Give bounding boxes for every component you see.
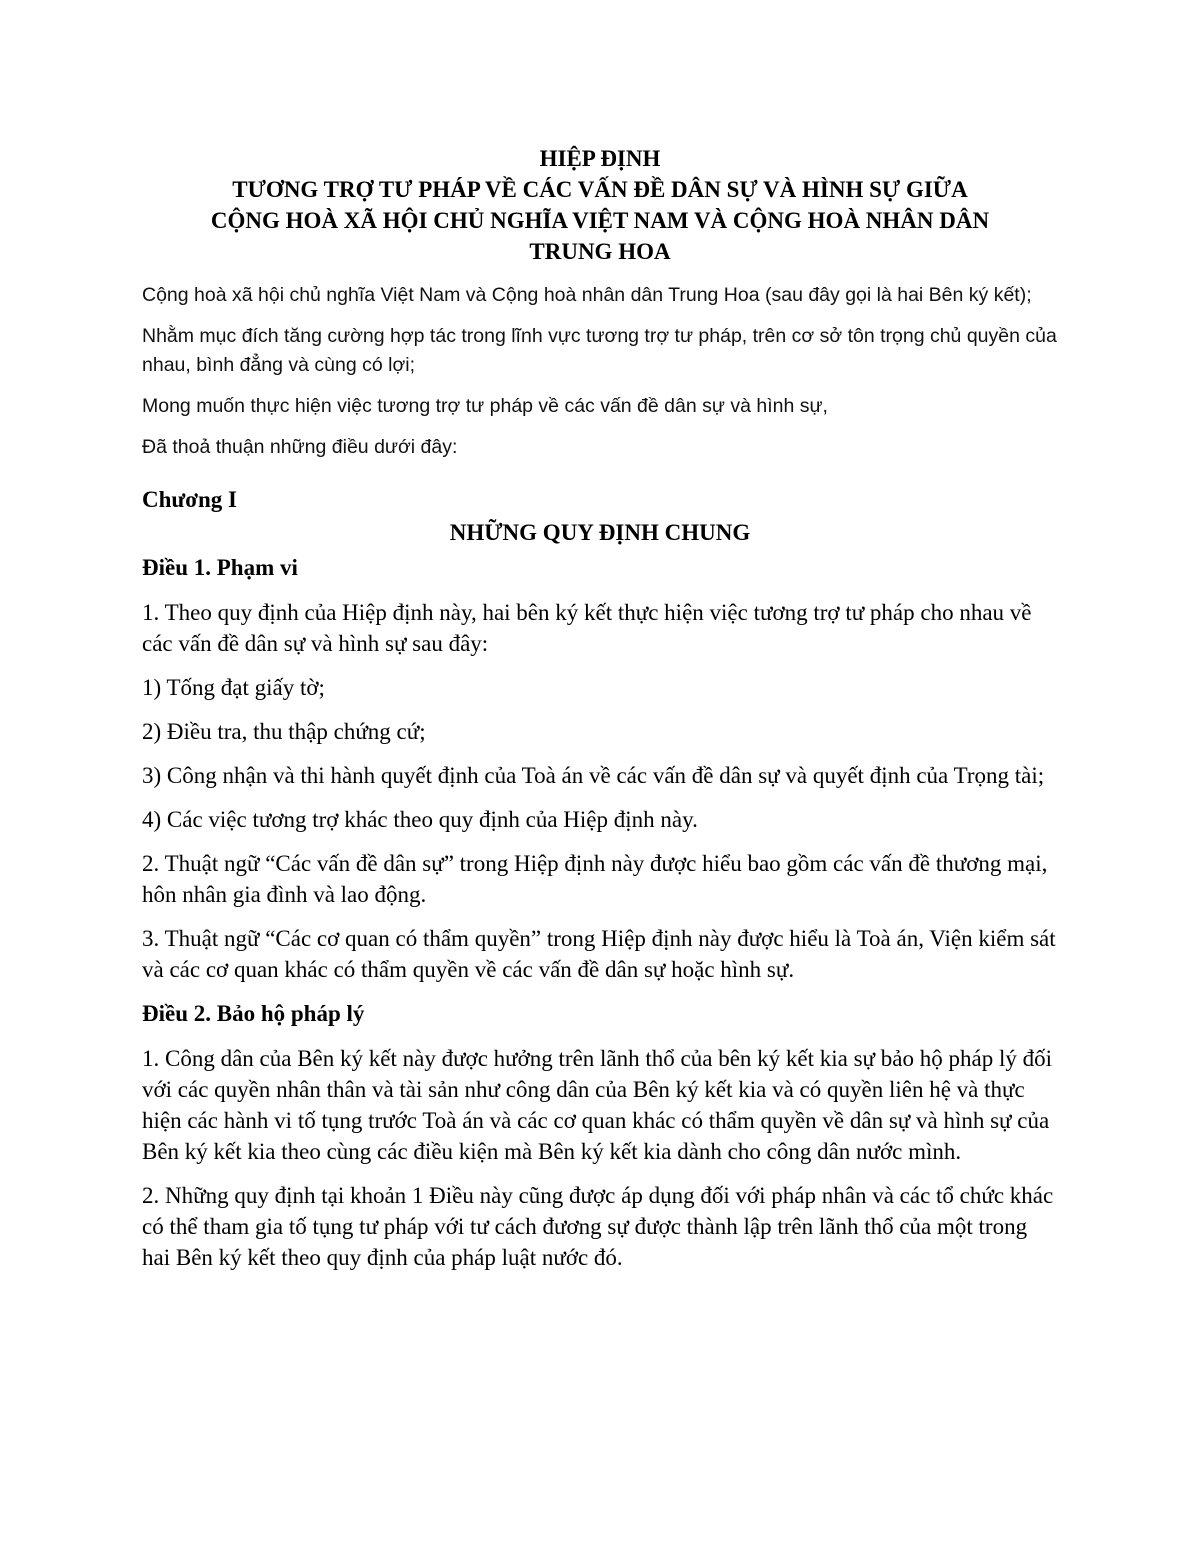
title-line-1: HIỆP ĐỊNH [539,146,661,171]
preamble-paragraph-3: Mong muốn thực hiện việc tương trợ tư pháp về các vấn đề dân sự và hình sự, [142,395,828,417]
document-title [142,143,1058,267]
article-1-paragraph: 3. Thuật ngữ “Các cơ quan có thẩm quyền” trong Hiệp định này được hiểu là Toà án, Viện kiểm sát và các cơ quan khác có thẩm quyền về các vấn đề dân sự hoặc hình sự. [142,926,1056,982]
article-1-paragraph: 3) Công nhận và thi hành quyết định của Toà án về các vấn đề dân sự và quyết định của Trọng tài; [142,763,1045,788]
article-1-paragraph: 1) Tống đạt giấy tờ; [142,675,325,700]
article-2-paragraph: 2. Những quy định tại khoản 1 Điều này cũng được áp dụng đối với pháp nhân và các tổ chức khác có thể tham gia tố tụng tư pháp với tư cách đương sự được thành lập trên lãnh thổ của một trong hai Bên ký kết theo quy định của pháp luật nước đó. [142,1183,1054,1270]
article-1-heading: Điều 1. Phạm vi [142,555,298,580]
preamble-paragraph-1: Cộng hoà xã hội chủ nghĩa Việt Nam và Cộng hoà nhân dân Trung Hoa (sau đây gọi là hai Bên ký kết); [142,284,1032,306]
article-1-paragraph: 4) Các việc tương trợ khác theo quy định của Hiệp định này. [142,807,698,832]
article-2-heading: Điều 2. Bảo hộ pháp lý [142,1001,365,1026]
article-1-paragraph: 1. Theo quy định của Hiệp định này, hai bên ký kết thực hiện việc tương trợ tư pháp cho nhau về các vấn đề dân sự và hình sự sau đây: [142,600,1032,656]
title-line-2: TƯƠNG TRỢ TƯ PHÁP VỀ CÁC VẤN ĐỀ DÂN SỰ VÀ HÌNH SỰ GIỮA [232,177,968,202]
chapter-label: Chương I [142,487,237,512]
preamble-paragraph-4: Đã thoả thuận những điều dưới đây: [142,436,458,458]
article-2-paragraph: 1. Công dân của Bên ký kết này được hưởng trên lãnh thổ của bên ký kết kia sự bảo hộ pháp lý đối với các quyền nhân thân và tài sản như công dân của Bên ký kết kia và có quyền liên hệ và thực hiện các hành vi tố tụng trước Toà án và các cơ quan khác có thẩm quyền về dân sự và hình sự của Bên ký kết kia theo cùng các điều kiện mà Bên ký kết kia dành cho công dân nước mình. [142,1046,1052,1164]
article-1-paragraph: 2. Thuật ngữ “Các vấn đề dân sự” trong Hiệp định này được hiểu bao gồm các vấn đề thương mại, hôn nhân gia đình và lao động. [142,851,1048,907]
article-1-paragraph: 2) Điều tra, thu thập chứng cứ; [142,719,426,744]
title-line-4: TRUNG HOA [529,239,671,264]
preamble-paragraph-2: Nhằm mục đích tăng cường hợp tác trong lĩnh vực tương trợ tư pháp, trên cơ sở tôn trọng chủ quyền của nhau, bình đẳng và cùng có lợi; [142,325,1057,376]
chapter-title: NHỮNG QUY ĐỊNH CHUNG [449,520,751,545]
title-line-3: CỘNG HOÀ XÃ HỘI CHỦ NGHĨA VIỆT NAM VÀ CỘNG HOÀ NHÂN DÂN [210,208,990,233]
